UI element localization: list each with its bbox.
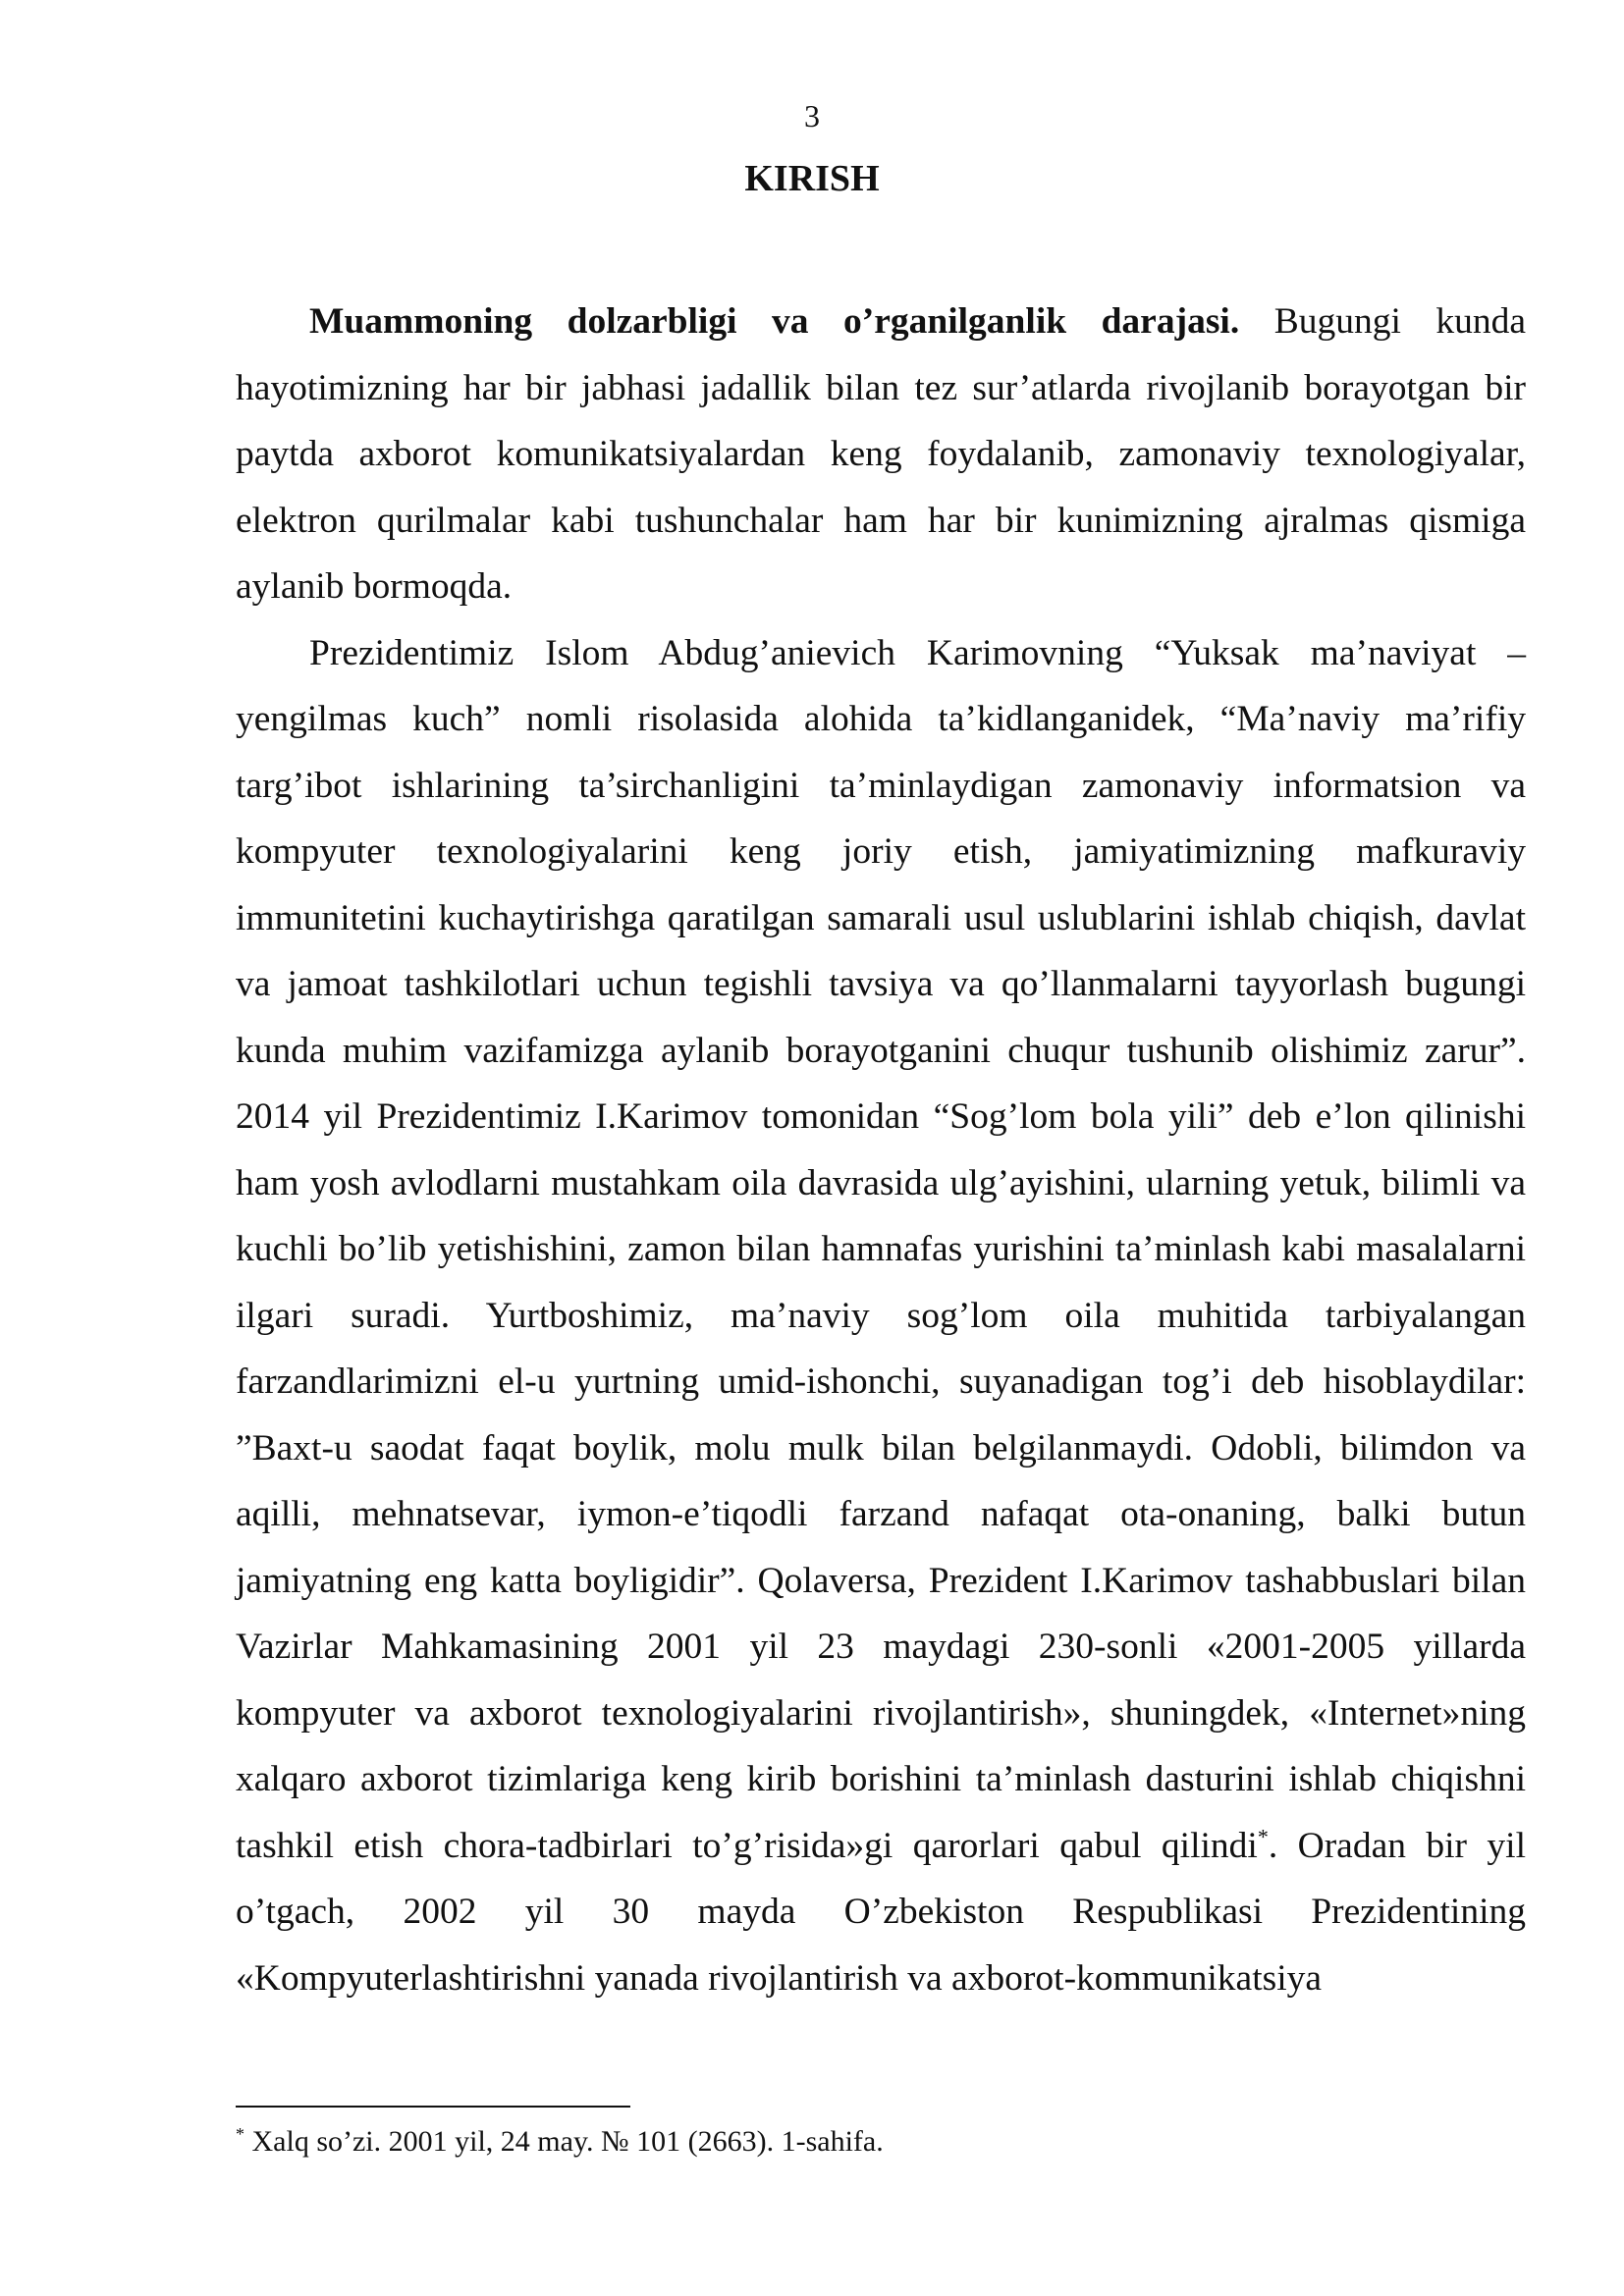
paragraph-relevance-text: Bugungi kunda hayotimizning har bir jabhasi jadallik bilan tez sur’atlarda rivojlanib borayotgan bir paytda axborot komunikatsiyalardan keng foydalanib, zamonaviy texnologiyalar, elektron qurilmalar kabi tushunchalar ham har bir kunimizning ajralmas qismiga aylanib bormoqda. — [236, 301, 1527, 607]
paragraph-lead: Muammoning dolzarbligi va o’rganilganlik darajasi. — [309, 301, 1240, 342]
footnote-text: Xalq so’zi. 2001 yil, 24 may. № 101 (2663). 1-sahifa. — [244, 2125, 884, 2158]
footnote-mark: * — [236, 2124, 244, 2144]
section-heading: KIRISH — [744, 158, 880, 199]
footnote — [236, 2122, 1526, 2162]
footnote-separator — [236, 2106, 630, 2108]
page-number: 3 — [804, 98, 820, 133]
footnote-reference[interactable]: * — [1257, 1824, 1269, 1848]
paragraph-relevance — [236, 289, 1526, 620]
paragraph-president — [236, 620, 1526, 2012]
body-text — [236, 289, 1526, 2011]
paragraph-president-text: Prezidentimiz Islom Abdug’anievich Karimovning “Yuksak ma’naviyat – yengilmas kuch” nomli risolasida alohida ta’kidlanganidek, “Ma’naviy ma’rifiy targ’ibot ishlarining ta’sirchanligini ta’minlaydigan zamonaviy informatsion va kompyuter texnologiyalarini keng joriy etish, jamiyatimizning mafkuraviy immunitetini kuchaytirishga qaratilgan samarali usul uslublarini ishlab chiqish, davlat va jamoat tashkilotlari uchun tegishli tavsiya va qo’llanmalarni tayyorlash bugungi kunda muhim vazifamizga aylanib borayotganini chuqur tushunib olishimiz zarur”. 2014 yil Prezidentimiz I.Karimov tomonidan “Sog’lom bola yili” deb e’lon qilinishi ham yosh avlodlarni mustahkam oila davrasida ulg’ayishini, ularning yetuk, bilimli va kuchli bo’lib yetishishini, zamon bilan hamnafas yurishini ta’minlash kabi masalalarni ilgari suradi. Yurtboshimiz, ma’naviy sog’lom oila muhitida tarbiyalangan farzandlarimizni el-u yurtning umid-ishonchi, suyanadigan tog’i deb hisoblaydilar: ”Baxt-u saodat faqat boylik, molu mulk bilan belgilanmaydi. Odobli, bilimdon va aqilli, mehnatsevar, iymon-e’tiqodli farzand nafaqat ota-onaning, balki butun jamiyatning eng katta boyligidir”. Qolaversa, Prezident I.Karimov tashabbuslari bilan Vazirlar Mahkamasining 2001 yil 23 maydagi 230-sonli «2001-2005 yillarda kompyuter va axborot texnologiyalarini rivojlantirish», shuningdek, «Internet»ning xalqaro axborot tizimlariga keng kirib borishini ta’minlash dasturini ishlab chiqishni tashkil etish chora-tadbirlari to’g’risida»gi qarorlari qabul qilindi — [236, 632, 1526, 1866]
paragraph-president-continuation: . Oradan bir yil o’tgach, 2002 yil 30 mayda O’zbekiston Respublikasi Prezidentining «Kompyuterlashtirishni yanada rivojlantirish va axborot-kommunikatsiya — [236, 1825, 1526, 1999]
